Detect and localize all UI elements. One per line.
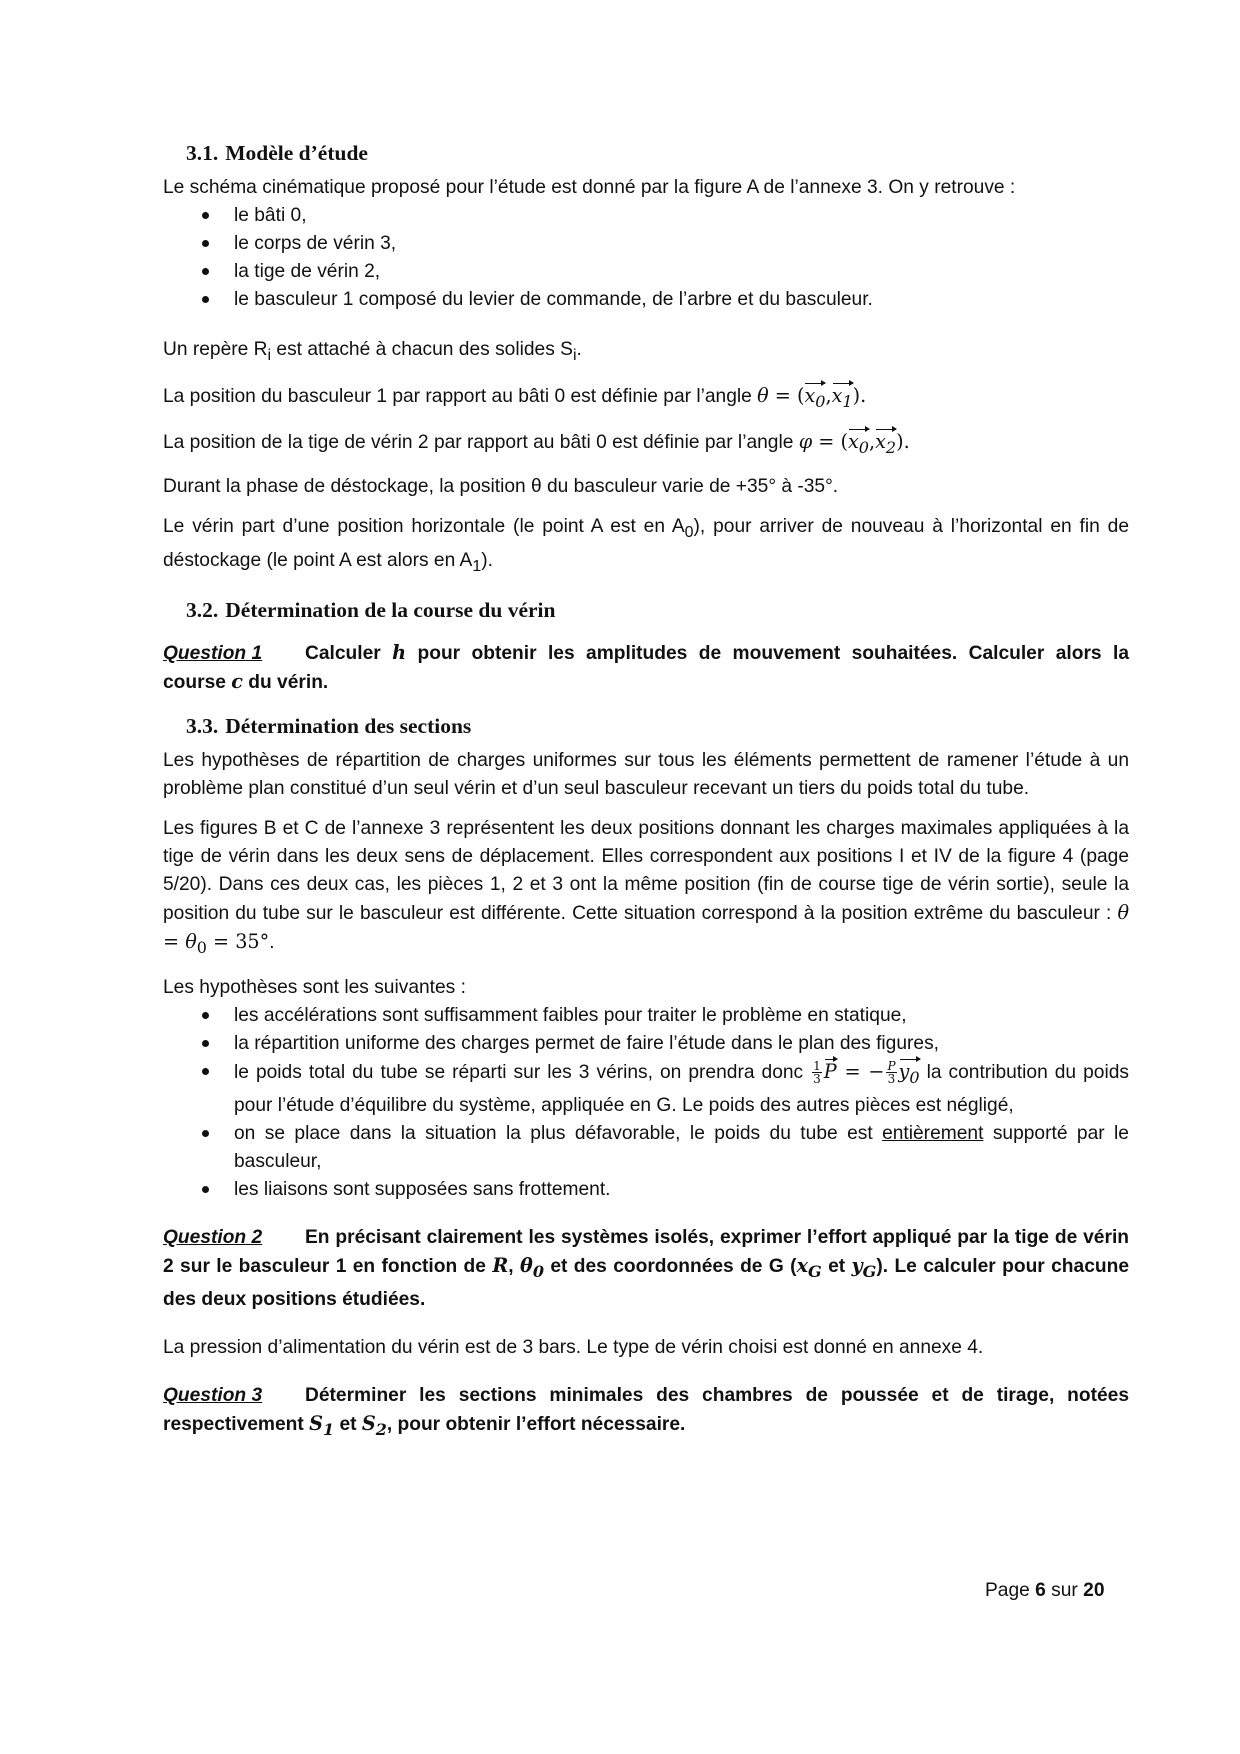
paragraph: La position de la tige de vérin 2 par rapport au bâti 0 est définie par l’angle $\varphi = (x_0,x_2)$. [163, 428, 1129, 462]
vector-x0: $x_0$ [804, 382, 825, 416]
vector-x2: $x_2$ [875, 428, 896, 462]
paragraph: La pression d’alimentation du vérin est de 3 bars. Le type de vérin choisi est donné en annexe 4. [163, 1336, 984, 1358]
list-item: la répartition uniforme des charges permet de faire l’étude dans le plan des figures, [163, 1030, 1129, 1058]
vector-x0: $x_0$ [848, 428, 869, 462]
section-heading-3-1: 3.1. Modèle d’étude [186, 141, 368, 165]
paragraph: La position du basculeur 1 par rapport au bâti 0 est définie par l’angle $\theta = (x_0,x_1)$. [163, 382, 1129, 416]
paragraph: Les figures B et C de l’annexe 3 représentent les deux positions donnant les charges maximales appliquées à la tige de vérin dans les deux sens de déplacement. Elles correspondent aux positions I et IV de la figure 4 (page 5/20). Dans ces deux cas, les pièces 1, 2 et 3 ont la même position (fin de course tige de vérin sortie), seule la position du tube sur le basculeur est différente. Cette situation correspond à la position extrême du basculeur : $\theta = \theta_0 = 35^\circ$. [163, 818, 1129, 957]
question-3: Question 3 Déterminer les sections minimales des chambres de poussée et de tirage, notées respectivement $S_1$ et $S_2$, pour obtenir l’effort nécessaire. [163, 1384, 1129, 1439]
paragraph: Le schéma cinématique proposé pour l’étude est donné par la figure A de l’annexe 3. On y retrouve : [163, 177, 1016, 198]
paragraph: Les hypothèses de répartition de charges uniformes sur tous les éléments permettent de ramener l’étude à un problème plan constitué d’un seul vérin et d’un seul basculeur recevant un tiers du poids total du tube. [163, 750, 1129, 800]
paragraph: Le vérin part d’une position horizontale (le point A est en $A_0$), pour arriver de nouveau à l’horizontal en fin de déstockage (le point A est alors en $A_1$). [163, 516, 1130, 576]
list-item: les accélérations sont suffisamment faibles pour traiter le problème en statique, [163, 1002, 1129, 1030]
list-item: le poids total du tube se réparti sur les 3 vérins, on prendra donc $\frac{1}{3}$ P = − $\frac{P}{3}$ $y_0$ la contribution du poids pour l’étude d’équilibre du système, appliquée en G. Le poids des autres pièces est négligé, [163, 1058, 1129, 1120]
fraction: $\frac{1}{3}$ [813, 1059, 821, 1087]
list-hypotheses [163, 1002, 1129, 1204]
vector-y0: $y_0$ [899, 1058, 920, 1092]
list-item: la tige de vérin 2, [163, 258, 1129, 286]
list-item: le bâti 0, [163, 202, 1129, 230]
vector-x1: $x_1$ [832, 382, 853, 416]
question-1: Question 1 Calculer h pour obtenir les amplitudes de mouvement souhaitées. Calculer alors la course c du vérin. [163, 641, 1129, 694]
section-heading-3-2: 3.2. Détermination de la course du vérin [186, 598, 556, 623]
page-number: Page 6 sur 20 [985, 1580, 1105, 1601]
paragraph: Durant la phase de déstockage, la position θ du basculeur varie de +35° à -35°. [163, 476, 839, 498]
paragraph: Un repère $R_i$ est attaché à chacun des solides $S_i$. [163, 339, 582, 364]
section-heading-3-3: 3.3. Détermination des sections [186, 714, 472, 739]
paragraph: Les hypothèses sont les suivantes : [163, 976, 466, 998]
vector-p: P [824, 1058, 837, 1086]
list-item: les liaisons sont supposées sans frottement. [163, 1176, 1129, 1204]
list-item: le basculeur 1 composé du levier de commande, de l’arbre et du basculeur. [163, 286, 1129, 314]
page-content [163, 138, 1129, 1455]
list-item: le corps de vérin 3, [163, 230, 1129, 258]
list-solids [163, 202, 1129, 314]
question-2: Question 2 En précisant clairement les systèmes isolés, exprimer l’effort appliqué par la tige de vérin 2 sur le basculeur 1 en fonction de R, $\theta_0$ et des coordonnées de G ($x_G$ et $y_G$). Le calculer pour chacune des deux positions étudiées. [163, 1226, 1129, 1310]
fraction: $\frac{P}{3}$ [887, 1059, 896, 1087]
list-item: on se place dans la situation la plus défavorable, le poids du tube est entièrement supporté par le basculeur, [163, 1120, 1129, 1176]
